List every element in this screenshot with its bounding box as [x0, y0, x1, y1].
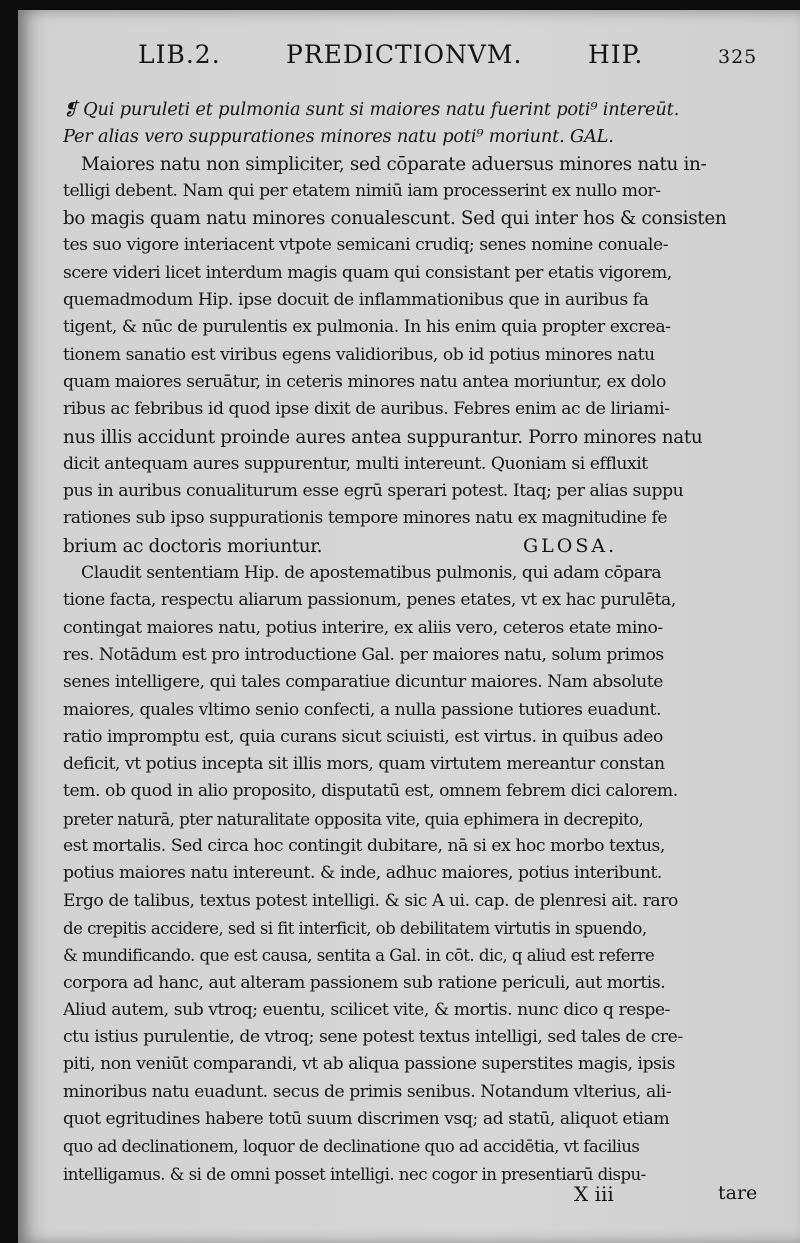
glosa	[63, 560, 753, 1188]
commentary-line: telligi debent. Nam qui per etatem nimiū iam processerint ex nullo mor-	[63, 180, 661, 201]
catchword: tare	[718, 1182, 758, 1204]
commentary-line: tigent, & nūc de purulentis ex pulmonia. In his enim quia propter excrea-	[63, 317, 671, 338]
commentary-line: scere videri licet interdum magis quam qui consistant per etatis vigorem,	[63, 262, 672, 283]
commentary-last-line: brium ac doctoris moriuntur.	[63, 535, 323, 557]
running-title: PREDICTIONVM.	[286, 40, 523, 69]
commentary-line: tes suo vigore interiacent vtpote semicani crudiq; senes nomine conuale-	[63, 235, 669, 256]
glosa-line: Ergo de talibus, textus potest intelligi. & sic A ui. cap. de plenresi ait. raro	[63, 890, 678, 911]
book-page	[18, 10, 800, 1243]
commentary-line: bo magis quam natu minores conualescunt. Sed qui inter hos & consisten	[63, 208, 727, 230]
glosa-line: est mortalis. Sed circa hoc contingit dubitare, nā si ex hoc morbo textus,	[63, 836, 665, 857]
commentary-line: quam maiores seruātur, in ceteris minores natu antea moriuntur, ex dolo	[63, 371, 666, 392]
commentary	[63, 151, 753, 560]
commentary-line: nus illis accidunt proinde aures antea suppurantur. Porro minores natu	[63, 426, 703, 448]
glosa-line: minoribus natu euadunt. secus de primis senibus. Notandum vlterius, ali-	[63, 1081, 672, 1102]
text-block	[63, 96, 753, 1188]
page-footer	[78, 1182, 788, 1212]
commentary-line: rationes sub ipso suppurationis tempore minores natu ex magnitudine fe	[63, 508, 668, 529]
glosa-line: contingat maiores natu, potius interire, ex aliis vero, ceteros etate mino-	[63, 617, 663, 638]
running-head	[58, 40, 788, 80]
book-number: LIB.2.	[138, 40, 221, 69]
glosa-line: preter naturā, pter naturalitate opposita vite, quia ephimera in decrepito,	[63, 809, 644, 829]
glosa-line: quot egritudines habere totū suum discrimen vsq; ad statū, aliquot etiam	[63, 1108, 670, 1129]
commentary-line: quemadmodum Hip. ipse docuit de inflammationibus que in auribus fa	[63, 290, 649, 311]
glosa-line: potius maiores natu intereunt. & inde, adhuc maiores, potius interibunt.	[63, 863, 662, 884]
commentary-line: tionem sanatio est viribus egens validioribus, ob id potius minores natu	[63, 344, 655, 365]
glosa-line: maiores, quales vltimo senio confecti, a nulla passione tutiores euadunt.	[63, 699, 661, 720]
glosa-line: de crepitis accidere, sed si fit interficit, ob debilitatem virtutis in spuendo,	[63, 918, 647, 938]
glosa-line: ratio impromptu est, quia curans sicut sciuisti, est virtus. in quibus adeo	[63, 726, 663, 747]
aphorism	[63, 96, 753, 151]
aphorism-line: Per alias vero suppurationes minores natu poti⁹ moriunt. GAL.	[63, 126, 614, 148]
glosa-line: tem. ob quod in alio proposito, disputatū est, omnem febrem dici calorem.	[63, 781, 678, 802]
glosa-line: deficit, vt potius incepta sit illis mors, quam virtutem mereantur constan	[63, 754, 665, 775]
glosa-heading: GLOSA.	[523, 534, 618, 557]
glosa-line: Aliud autem, sub vtroq; euentu, scilicet vite, & mortis. nunc dico q respe-	[63, 999, 670, 1020]
glosa-line: Claudit sententiam Hip. de apostematibus pulmonis, qui adam cōpara	[81, 563, 662, 584]
glosa-line: senes intelligere, qui tales comparatiue dicuntur maiores. Nam absolute	[63, 672, 663, 693]
commentary-line	[63, 533, 753, 560]
glosa-line: & mundificando. que est causa, sentita a Gal. in cōt. dic, q aliud est referre	[63, 946, 655, 966]
glosa-line: ctu istius purulentie, de vtroq; sene potest textus intelligi, sed tales de cre-	[63, 1027, 683, 1048]
commentary-line: ribus ac febribus id quod ipse dixit de auribus. Febres enim ac de liriami-	[63, 399, 670, 420]
glosa-line: piti, non veniūt comparandi, vt ab aliqua passione superstites magis, ipsis	[63, 1054, 675, 1075]
aphorism-line: ❡ Qui puruleti et pulmonia sunt si maiores natu fuerint poti⁹ intereūt.	[63, 99, 680, 120]
glosa-line: tione facta, respectu aliarum passionum, penes etates, vt ex hac purulēta,	[63, 590, 676, 611]
glosa-line: res. Notādum est pro introductione Gal. per maiores natu, solum primos	[63, 644, 664, 665]
commentary-line: Maiores natu non simpliciter, sed cōparate aduersus minores natu in-	[81, 153, 707, 175]
glosa-line: quo ad declinationem, loquor de declinatione quo ad accidētia, vt facilius	[63, 1137, 640, 1157]
glosa-line: intelligamus. & si de omni posset intelligi. nec cogor in presentiarū dispu-	[63, 1164, 646, 1184]
signature-mark: X iii	[574, 1182, 614, 1206]
author-abbrev: HIP.	[588, 40, 644, 69]
glosa-line: corpora ad hanc, aut alteram passionem sub ratione periculi, aut mortis.	[63, 972, 666, 993]
commentary-line: dicit antequam aures suppurentur, multi intereunt. Quoniam si effluxit	[63, 453, 648, 474]
page-number: 325	[718, 46, 758, 68]
commentary-line: pus in auribus conualiturum esse egrū sperari potest. Itaq; per alias suppu	[63, 481, 684, 502]
